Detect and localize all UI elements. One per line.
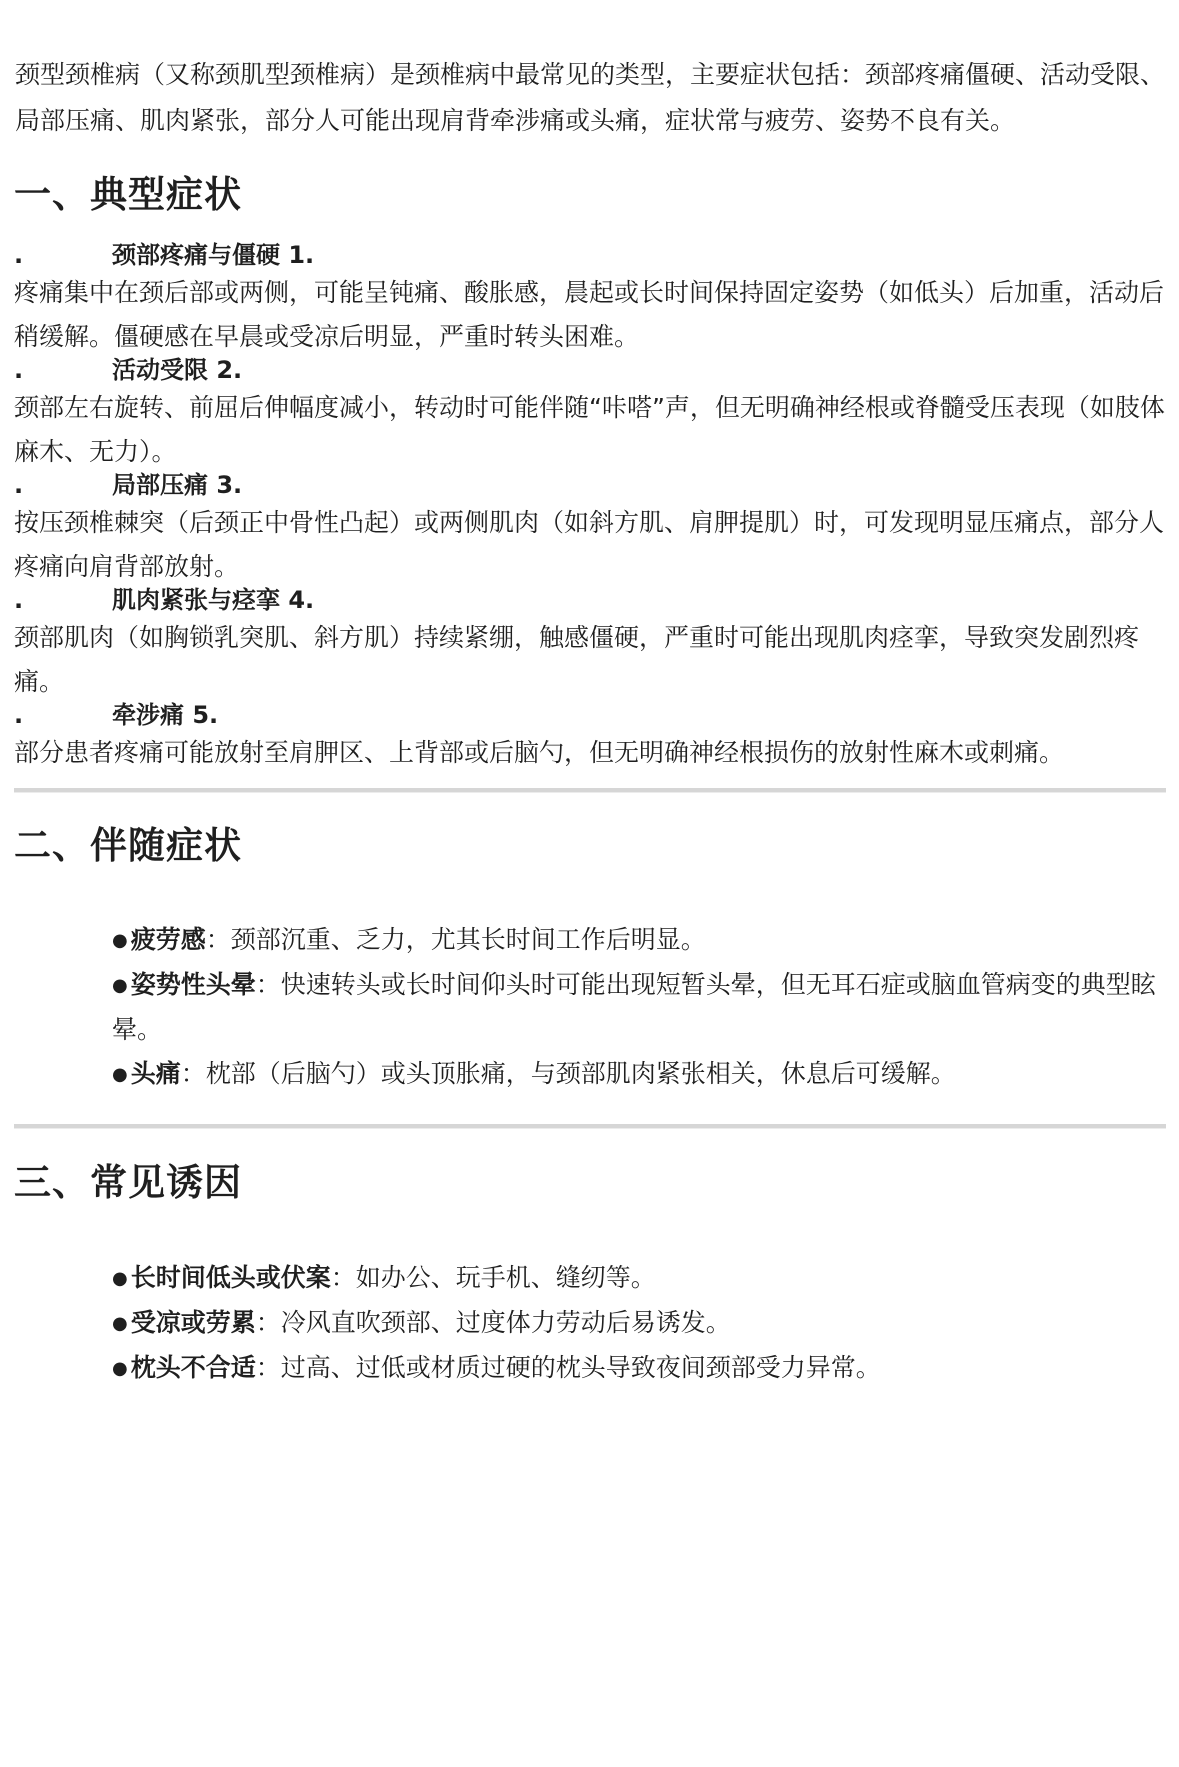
- common-causes-list: [112, 1256, 1167, 1391]
- item-term: 头痛: [130, 1059, 181, 1088]
- intro-paragraph: 颈型颈椎病（又称颈肌型颈椎病）是颈椎病中最常见的类型，主要症状包括：颈部疼痛僵硬、活动受限、局部压痛、肌肉紧张，部分人可能出现肩背牵涉痛或头痛，症状常与疲劳、姿势不良有关。: [15, 60, 1166, 135]
- list-marker: .: [14, 471, 24, 499]
- symptom-description: 颈部左右旋转、前屈后伸幅度减小，转动时可能伴随“咔嗒”声，但无明确神经根或脊髓受压表现（如肢体麻木、无力）。: [14, 393, 1165, 466]
- list-item: [112, 918, 1167, 963]
- symptom-heading-text: 肌肉紧张与痉挛 4.: [112, 586, 315, 614]
- list-marker: .: [14, 586, 24, 614]
- symptom-description: 部分患者疼痛可能放射至肩胛区、上背部或后脑勺，但无明确神经根损伤的放射性麻木或刺痛。: [14, 738, 1065, 767]
- item-separator: ：: [255, 1308, 281, 1337]
- section-title-typical-symptoms: 一、典型症状: [14, 173, 242, 216]
- list-item: [112, 963, 1167, 1052]
- symptom-heading-text: 活动受限 2.: [112, 356, 243, 384]
- list-marker: .: [14, 356, 24, 384]
- bullet-icon: ●: [112, 1064, 128, 1085]
- item-text: 过高、过低或材质过硬的枕头导致夜间颈部受力异常。: [280, 1353, 881, 1382]
- list-item: [112, 1256, 1167, 1301]
- list-item: [112, 1346, 1167, 1391]
- item-term: 姿势性头晕: [130, 970, 256, 999]
- item-separator: ：: [255, 970, 281, 999]
- item-separator: ：: [255, 1353, 281, 1382]
- symptom-description: 按压颈椎棘突（后颈正中骨性凸起）或两侧肌肉（如斜方肌、肩胛提肌）时，可发现明显压痛点，部分人疼痛向肩背部放射。: [14, 508, 1165, 581]
- item-separator: ：: [205, 925, 231, 954]
- symptom-heading: [14, 697, 218, 733]
- list-item: [112, 1301, 1167, 1346]
- item-text: 枕部（后脑勺）或头顶胀痛，与颈部肌肉紧张相关，休息后可缓解。: [205, 1059, 956, 1088]
- symptom-heading: [14, 237, 314, 273]
- accompanying-symptoms-list: [112, 918, 1167, 1097]
- symptom-description: 疼痛集中在颈后部或两侧，可能呈钝痛、酸胀感，晨起或长时间保持固定姿势（如低头）后加重，活动后稍缓解。僵硬感在早晨或受凉后明显，严重时转头困难。: [14, 278, 1165, 351]
- item-term: 枕头不合适: [130, 1353, 256, 1382]
- bullet-icon: ●: [112, 975, 128, 996]
- bullet-icon: ●: [112, 1313, 128, 1334]
- symptom-heading: [14, 467, 242, 503]
- symptom-heading-text: 颈部疼痛与僵硬 1.: [112, 241, 315, 269]
- symptom-heading: [14, 352, 242, 388]
- item-separator: ：: [330, 1263, 356, 1292]
- symptom-description: 颈部肌肉（如胸锁乳突肌、斜方肌）持续紧绷，触感僵硬，严重时可能出现肌肉痉挛，导致突发剧烈疼痛。: [14, 623, 1140, 696]
- item-text: 冷风直吹颈部、过度体力劳动后易诱发。: [280, 1308, 731, 1337]
- item-term: 疲劳感: [130, 925, 206, 954]
- symptom-heading-text: 牵涉痛 5.: [112, 701, 219, 729]
- bullet-icon: ●: [112, 930, 128, 951]
- list-item: [112, 1052, 1167, 1097]
- section-title-common-causes: 三、常见诱因: [14, 1161, 242, 1204]
- symptom-heading-text: 局部压痛 3.: [112, 471, 243, 499]
- item-separator: ：: [180, 1059, 206, 1088]
- bullet-icon: ●: [112, 1358, 128, 1379]
- list-marker: .: [14, 241, 24, 269]
- bullet-icon: ●: [112, 1268, 128, 1289]
- symptom-heading: [14, 582, 314, 618]
- section-divider: [14, 788, 1166, 793]
- list-marker: .: [14, 701, 24, 729]
- section-title-accompanying-symptoms: 二、伴随症状: [14, 824, 242, 867]
- item-term: 长时间低头或伏案: [130, 1263, 331, 1292]
- item-text: 如办公、玩手机、缝纫等。: [355, 1263, 656, 1292]
- section-divider: [14, 1124, 1166, 1129]
- item-text: 颈部沉重、乏力，尤其长时间工作后明显。: [230, 925, 706, 954]
- item-text: 快速转头或长时间仰头时可能出现短暂头晕，但无耳石症或脑血管病变的典型眩晕。: [112, 970, 1156, 1044]
- item-term: 受凉或劳累: [130, 1308, 256, 1337]
